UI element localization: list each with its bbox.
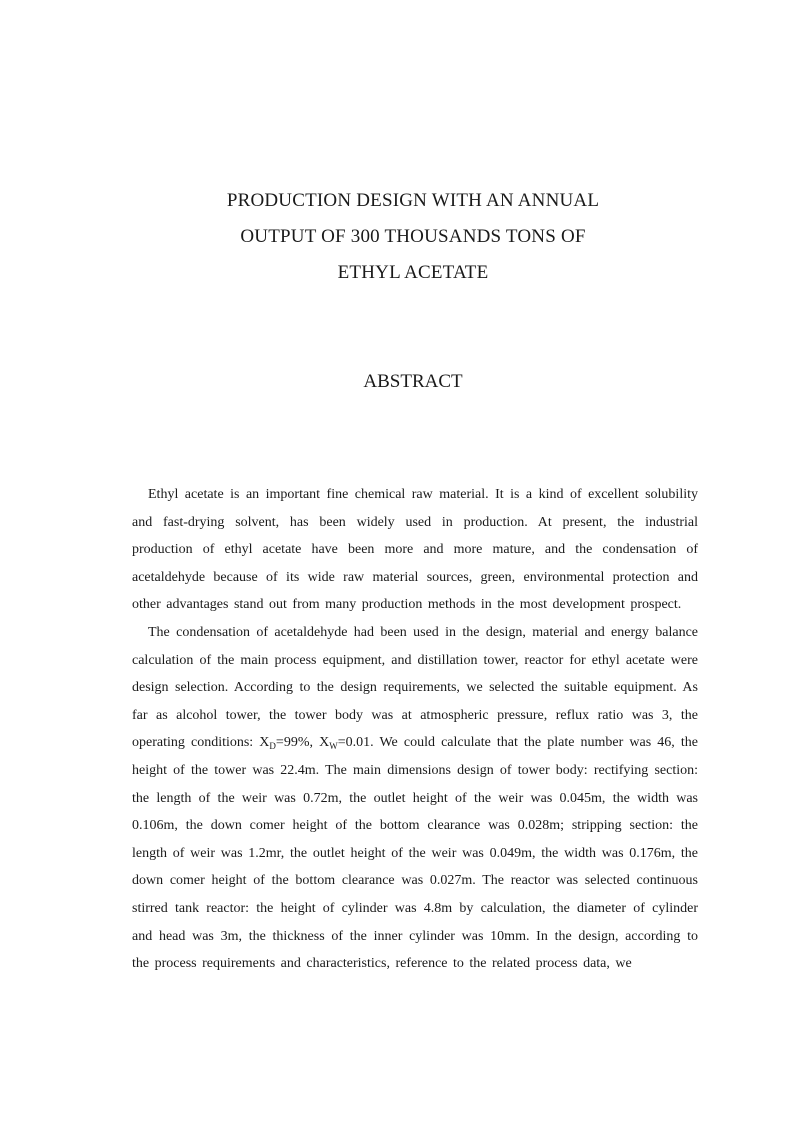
subscript-w: W [329,741,338,752]
paragraph-2-text-3: =0.01. We could calculate that the plate number was 46, the height of the tower was 22.4m. The main dimensions design of tower body: rectifying section: the length of the weir was 0.72m, the outlet height of the weir was 0.045m, the width was 0.106m, the down comer height of the bottom clearance was 0.028m; stripping section: the length of weir was 1.2mr, the outlet height of the weir was 0.049m, the width was 0.176m, the down comer height of the bottom clearance was 0.027m. The reactor was selected continuous stirred tank reactor: the height of cylinder was 4.8m by calculation, the diameter of cylinder and head was 3m, the thickness of the inner cylinder was 10mm. In the design, according to the process requirements and characteristics, reference to the related process data, we [132,735,698,972]
subscript-d: D [269,741,276,752]
title-line-2: OUTPUT OF 300 THOUSANDS TONS OF [240,226,586,247]
abstract-paragraph-2 [132,619,698,978]
title-line-1: PRODUCTION DESIGN WITH AN ANNUAL [226,190,600,211]
abstract-paragraph-1: Ethyl acetate is an important fine chemical raw material. It is a kind of excellent solubility and fast-drying solvent, has been widely used in production. At present, the industrial production of ethyl acetate have been more and more mature, and the condensation of acetaldehyde because of its wide raw material sources, green, environmental protection and other advantages stand out from many production methods in the most development prospect. [132,487,698,613]
paragraph-2-text-1: The condensation of acetaldehyde had been used in the design, material and energy balance calculation of the main process equipment, and distillation tower, reactor for ethyl acetate were design selection. According to the design requirements, we selected the suitable equipment. As far as alcohol tower, the tower body was at atmospheric pressure, reflux ratio was 3, the operating conditions: X [132,624,698,751]
title-line-3: ETHYL ACETATE [337,262,489,283]
abstract-body [132,481,698,978]
abstract-heading: ABSTRACT [363,371,463,392]
paragraph-2-text-2: =99%, X [275,735,330,751]
document-title [0,183,794,291]
